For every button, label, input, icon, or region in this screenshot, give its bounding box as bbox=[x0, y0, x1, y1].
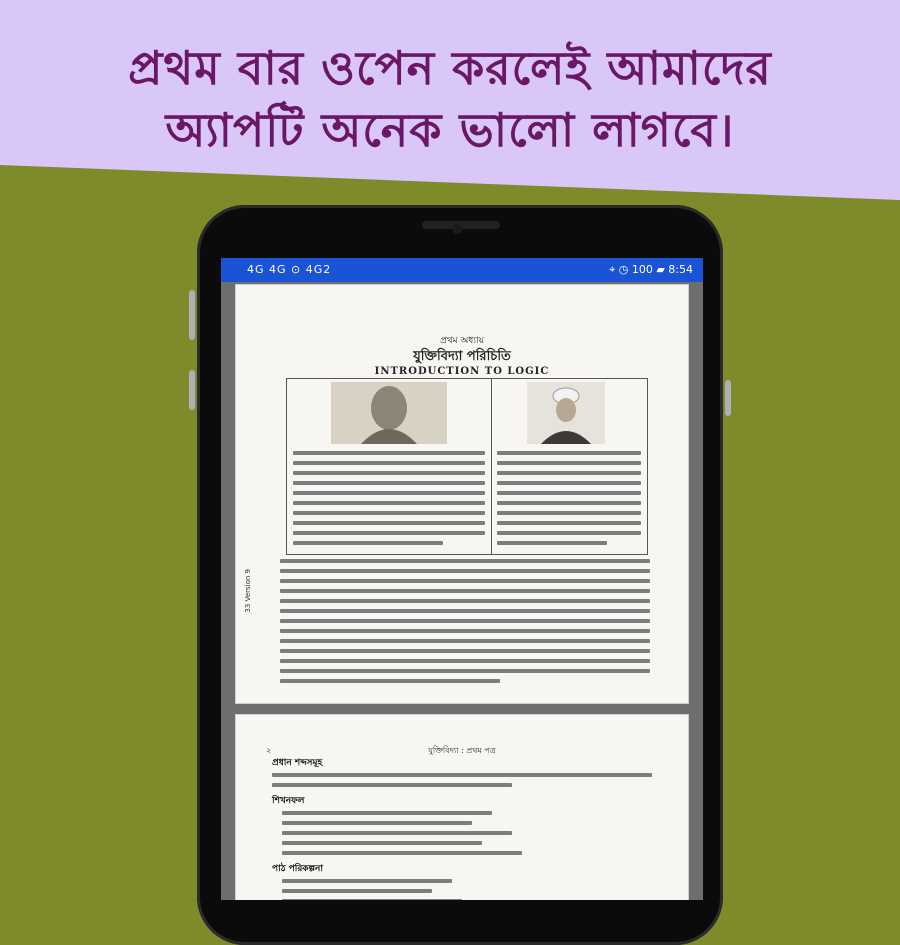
text-line bbox=[497, 491, 641, 495]
phone-side-button bbox=[725, 380, 731, 416]
portrait-box-divider bbox=[491, 379, 492, 554]
text-line bbox=[280, 669, 650, 673]
text-line bbox=[293, 501, 485, 505]
text-line bbox=[282, 821, 472, 825]
text-line bbox=[293, 461, 485, 465]
text-line bbox=[293, 471, 485, 475]
text-line bbox=[282, 811, 492, 815]
promo-headline-line-1: প্রথম বার ওপেন করলেই আমাদের bbox=[128, 41, 772, 95]
book-page[interactable] bbox=[235, 284, 689, 704]
text-line bbox=[497, 461, 641, 465]
scholar-portrait bbox=[527, 382, 605, 444]
text-line bbox=[280, 569, 650, 573]
text-line bbox=[280, 579, 650, 583]
text-line bbox=[280, 599, 650, 603]
section-heading: প্রধান শব্দসমূহ bbox=[272, 758, 323, 768]
portrait-box bbox=[286, 378, 648, 555]
book-page[interactable] bbox=[235, 714, 689, 900]
text-line bbox=[293, 521, 485, 525]
text-line bbox=[293, 531, 485, 535]
text-line bbox=[497, 511, 641, 515]
text-line bbox=[282, 831, 512, 835]
text-line bbox=[293, 541, 443, 545]
status-signal-icons: 4G 4G ⊙ 4G2 bbox=[247, 263, 332, 276]
phone-screen[interactable] bbox=[221, 258, 703, 900]
text-line bbox=[272, 783, 512, 787]
text-line bbox=[280, 619, 650, 623]
section-heading: শিখনফল bbox=[272, 796, 305, 806]
text-line bbox=[280, 659, 650, 663]
text-line bbox=[497, 501, 641, 505]
page-side-tag: 33 Version 9 bbox=[244, 569, 252, 613]
promo-headline-line-2: অ্যাপটি অনেক ভালো লাগবে। bbox=[165, 103, 735, 157]
chapter-label: প্রথম অধ্যায় bbox=[440, 336, 484, 346]
text-line bbox=[497, 531, 641, 535]
text-line bbox=[280, 609, 650, 613]
text-line bbox=[280, 559, 650, 563]
status-bar bbox=[221, 258, 703, 282]
text-line bbox=[280, 639, 650, 643]
text-line bbox=[280, 629, 650, 633]
chapter-title-english: INTRODUCTION TO LOGIC bbox=[374, 366, 550, 377]
chapter-title: যুক্তিবিদ্যা পরিচিতি bbox=[413, 349, 511, 364]
running-head: যুক্তিবিদ্যা : প্রথম পত্র bbox=[428, 746, 496, 755]
text-line bbox=[497, 521, 641, 525]
text-line bbox=[280, 589, 650, 593]
status-battery-clock: ⌖ ◷ 100 ▰ 8:54 bbox=[609, 263, 693, 276]
text-line bbox=[497, 471, 641, 475]
text-line bbox=[293, 511, 485, 515]
text-line bbox=[280, 679, 500, 683]
text-line bbox=[293, 481, 485, 485]
text-line bbox=[497, 541, 607, 545]
phone-camera bbox=[452, 224, 462, 234]
text-line bbox=[293, 451, 485, 455]
text-line bbox=[293, 491, 485, 495]
text-line bbox=[282, 889, 432, 893]
text-line bbox=[282, 841, 482, 845]
text-line bbox=[497, 481, 641, 485]
text-line bbox=[282, 879, 452, 883]
text-line bbox=[282, 851, 522, 855]
section-heading: পাঠ পরিকল্পনা bbox=[272, 864, 324, 874]
phone-side-button bbox=[189, 370, 195, 410]
text-line bbox=[280, 649, 650, 653]
text-line bbox=[272, 773, 652, 777]
text-line bbox=[497, 451, 641, 455]
aristotle-portrait bbox=[331, 382, 447, 444]
page-number: ২ bbox=[266, 746, 272, 755]
phone-side-button bbox=[189, 290, 195, 340]
